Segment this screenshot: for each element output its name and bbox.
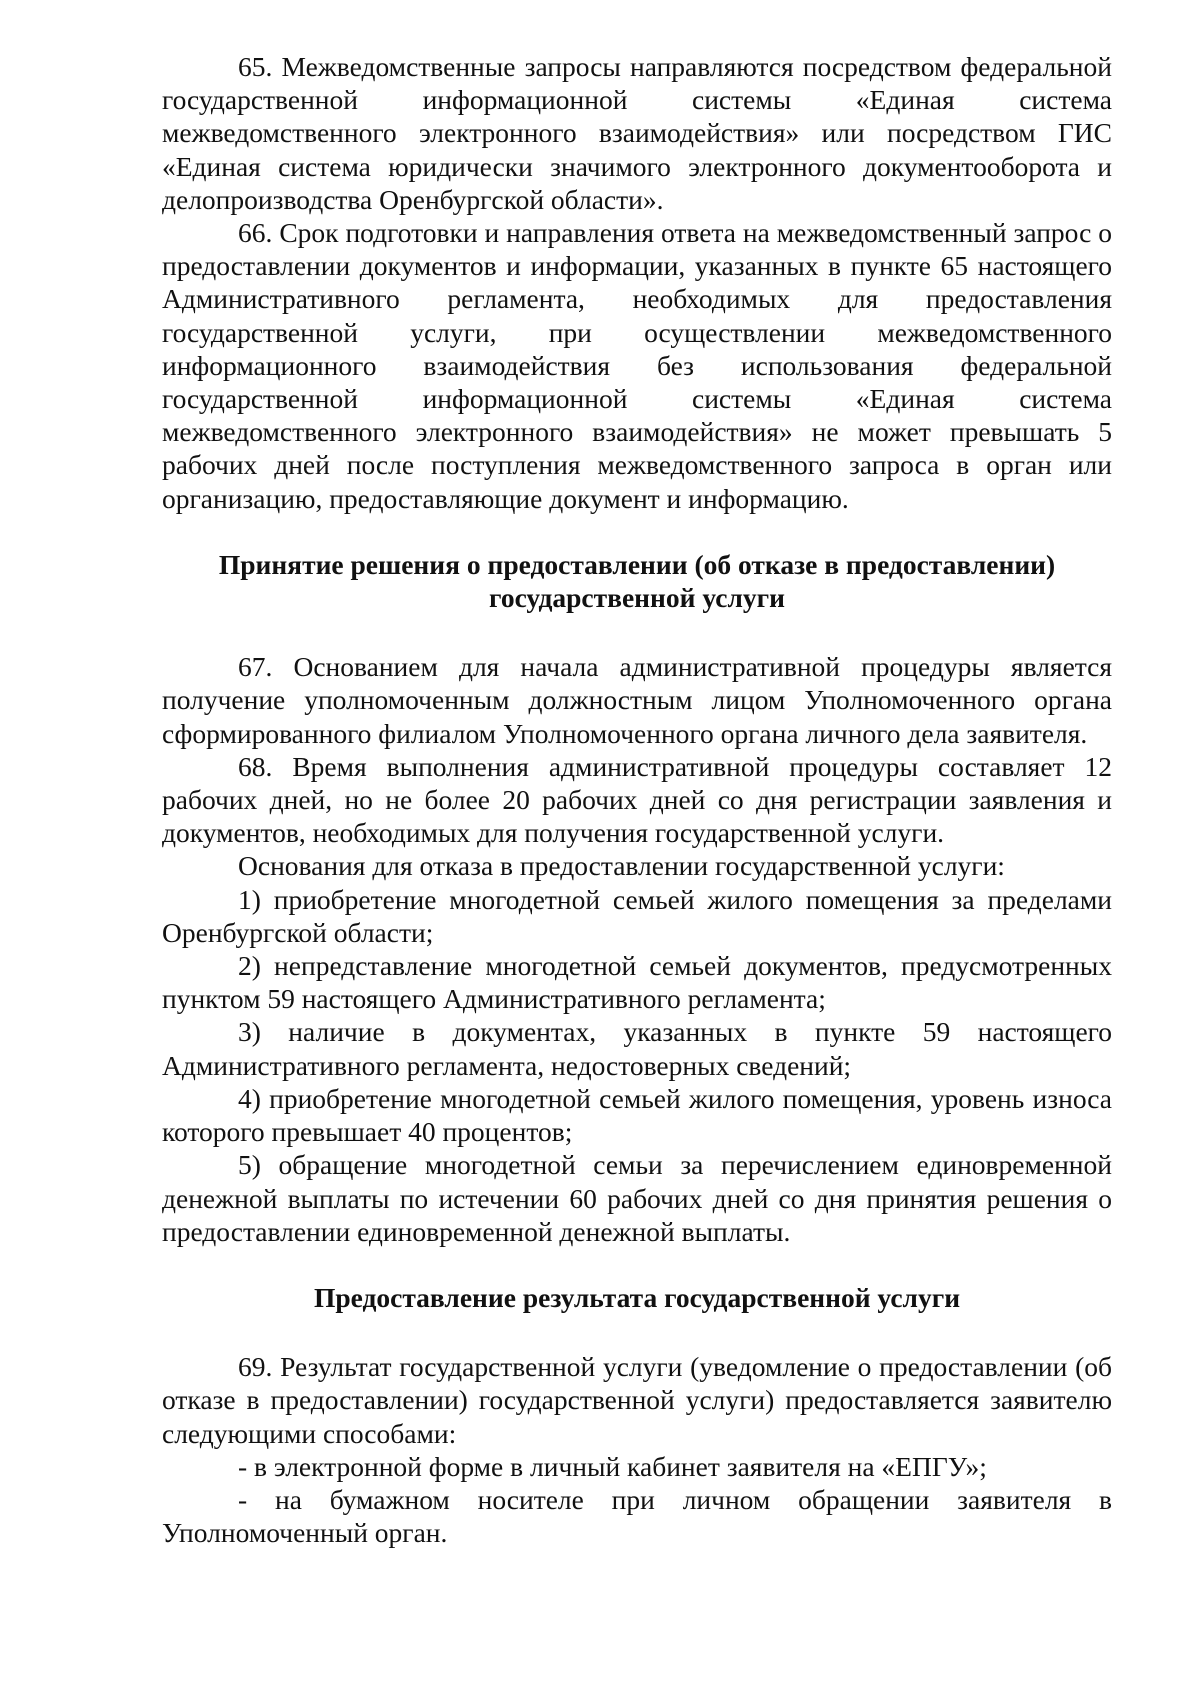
refusal-ground-item: 1) приобретение многодетной семьей жилого помещения за пределами Оренбургской области;	[162, 883, 1112, 948]
paragraph-66: 66. Срок подготовки и направления ответа на межведомственный запрос о предоставлении документов и информации, указанных в пункте 65 настоящего Административного регламента, необходимых для предоставления государственной услуги, при осуществлении межведомственного информационного взаимодействия без использования федеральной государственной информационной системы «Единая система межведомственного электронного взаимодействия» не может превышать 5 рабочих дней после поступления межведомственного запроса в орган или организацию, предоставляющие документ и информацию.	[162, 217, 1112, 514]
delivery-method-item: - в электронной форме в личный кабинет заявителя на «ЕПГУ»;	[238, 1450, 987, 1482]
refusal-ground-item: 3) наличие в документах, указанных в пункте 59 настоящего Административного регламента, недостоверных сведений;	[162, 1016, 1112, 1081]
delivery-method-item: - на бумажном носителе при личном обращении заявителя в Уполномоченный орган.	[162, 1483, 1112, 1549]
section-heading-result: Предоставление результата государственной услуги	[313, 1281, 961, 1313]
paragraph-65: 65. Межведомственные запросы направляются посредством федеральной государственной информационной системы «Единая система межведомственного электронного взаимодействия» или посредством ГИС «Единая система юридически значимого электронного документооборота и делопроизводства Оренбургской области».	[162, 51, 1112, 215]
refusal-ground-item: 5) обращение многодетной семьи за перечислением единовременной денежной выплаты по истечении 60 рабочих дней со дня принятия решения о предоставлении единовременной денежной выплаты.	[162, 1149, 1112, 1247]
paragraph-67: 67. Основанием для начала административной процедуры является получение уполномоченным должностным лицом Уполномоченного органа сформированного филиалом Уполномоченного органа личного дела заявителя.	[162, 651, 1112, 749]
refusal-grounds-intro: Основания для отказа в предоставлении государственной услуги:	[238, 850, 1005, 882]
refusal-ground-item: 2) непредставление многодетной семьей документов, предусмотренных пунктом 59 настоящего Административного регламента;	[162, 950, 1112, 1015]
document-body	[162, 50, 1112, 1549]
section-decision	[162, 650, 1112, 1248]
paragraph-69: 69. Результат государственной услуги (уведомление о предоставлении (об отказе в предоставлении) государственной услуги) предоставляется заявителю следующими способами:	[162, 1351, 1112, 1449]
section-heading-decision: Принятие решения о предоставлении (об отказе в предоставлении) государственной услуги	[218, 548, 1056, 614]
section-result	[162, 1350, 1112, 1549]
refusal-ground-item: 4) приобретение многодетной семьей жилого помещения, уровень износа которого превышает 40 процентов;	[162, 1082, 1112, 1148]
paragraph-68: 68. Время выполнения административной процедуры составляет 12 рабочих дней, но не более 20 рабочих дней со дня регистрации заявления и документов, необходимых для получения государственной услуги.	[162, 750, 1112, 849]
